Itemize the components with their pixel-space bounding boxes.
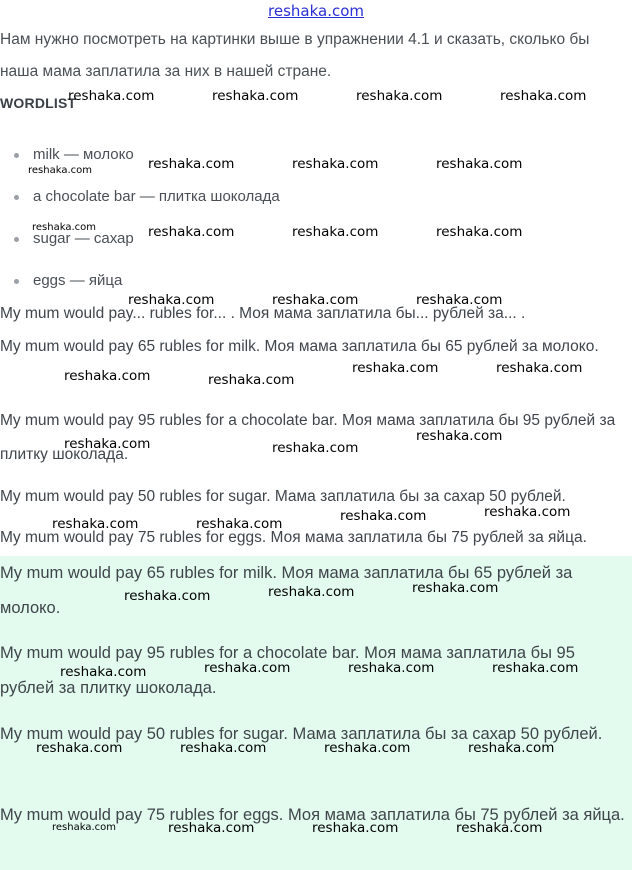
bullet-icon xyxy=(14,195,19,200)
watermark: reshaka.com xyxy=(272,440,359,456)
watermark: reshaka.com xyxy=(352,360,439,376)
watermark: reshaka.com xyxy=(196,516,283,532)
watermark: reshaka.com xyxy=(500,88,587,104)
watermark: reshaka.com xyxy=(292,156,379,172)
watermark: reshaka.com xyxy=(416,292,503,308)
bullet-icon xyxy=(14,237,19,242)
watermark: reshaka.com xyxy=(32,222,96,233)
watermark: reshaka.com xyxy=(204,660,291,676)
watermark: reshaka.com xyxy=(348,660,435,676)
wordlist-item xyxy=(14,146,134,163)
watermark: reshaka.com xyxy=(292,224,379,240)
watermark: reshaka.com xyxy=(268,584,355,600)
watermark: reshaka.com xyxy=(484,504,571,520)
watermark: reshaka.com xyxy=(456,820,543,836)
watermark: reshaka.com xyxy=(468,740,555,756)
intro-text: Нам нужно посмотреть на картинки выше в упражнении 4.1 и сказать, сколько бы наша мама заплатила за них в нашей стране. xyxy=(0,31,590,80)
watermark: reshaka.com xyxy=(324,740,411,756)
watermark: reshaka.com xyxy=(208,372,295,388)
watermark: reshaka.com xyxy=(64,436,151,452)
watermark: reshaka.com xyxy=(272,292,359,308)
wordlist-item xyxy=(14,272,122,289)
watermark: reshaka.com xyxy=(180,740,267,756)
watermark: reshaka.com xyxy=(212,88,299,104)
answer-sentence: My mum would pay 95 rubles for a chocolate bar. Моя мама заплатила бы 95 рублей за плитку шоколада. xyxy=(0,644,575,697)
watermark: reshaka.com xyxy=(340,508,427,524)
example-sentence: My mum would pay 75 rubles for eggs. Моя мама заплатила бы 75 рублей за яйца. xyxy=(0,529,587,546)
watermark: reshaka.com xyxy=(416,428,503,444)
answer-sentence: My mum would pay 65 rubles for milk. Моя мама заплатила бы 65 рублей за молоко. xyxy=(0,564,573,617)
watermark: reshaka.com xyxy=(28,165,92,176)
example-sentence: My mum would pay 65 rubles for milk. Моя мама заплатила бы 65 рублей за молоко. xyxy=(0,338,599,355)
watermark: reshaka.com xyxy=(64,368,151,384)
watermark: reshaka.com xyxy=(52,516,139,532)
wordlist-title: WORDLIST xyxy=(0,95,77,111)
watermark: reshaka.com xyxy=(148,224,235,240)
watermark: reshaka.com xyxy=(52,822,116,833)
watermark: reshaka.com xyxy=(496,360,583,376)
site-link[interactable]: reshaka.com xyxy=(268,2,364,20)
bullet-icon xyxy=(14,279,19,284)
watermark: reshaka.com xyxy=(312,820,399,836)
watermark: reshaka.com xyxy=(356,88,443,104)
watermark: reshaka.com xyxy=(128,292,215,308)
wordlist-item-text: milk — молоко xyxy=(33,146,134,163)
watermark: reshaka.com xyxy=(36,740,123,756)
answer-sentence: My mum would pay 50 rubles for sugar. Мама заплатила бы за сахар 50 рублей. xyxy=(0,725,603,743)
watermark: reshaka.com xyxy=(68,88,155,104)
watermark: reshaka.com xyxy=(436,224,523,240)
watermark: reshaka.com xyxy=(492,660,579,676)
wordlist-item-text: a chocolate bar — плитка шоколада xyxy=(33,188,280,205)
wordlist-item xyxy=(14,188,280,205)
template-sentence: My mum would pay... rubles for... . Моя мама заплатила бы... рублей за... . xyxy=(0,305,526,322)
watermark: reshaka.com xyxy=(168,820,255,836)
watermark: reshaka.com xyxy=(412,580,499,596)
wordlist-item-text: eggs — яйца xyxy=(33,272,123,289)
example-sentence: My mum would pay 50 rubles for sugar. Мама заплатила бы за сахар 50 рублей. xyxy=(0,488,566,505)
bullet-icon xyxy=(14,153,19,158)
watermark: reshaka.com xyxy=(436,156,523,172)
wordlist-item-text: sugar — сахар xyxy=(33,230,134,247)
answer-sentence: My mum would pay 75 rubles for eggs. Моя мама заплатила бы 75 рублей за яйца. xyxy=(0,806,625,824)
watermark: reshaka.com xyxy=(148,156,235,172)
watermark: reshaka.com xyxy=(60,664,147,680)
watermark: reshaka.com xyxy=(124,588,211,604)
example-sentence: My mum would pay 95 rubles for a chocolate bar. Моя мама заплатила бы 95 рублей за плитку шоколада. xyxy=(0,412,616,463)
